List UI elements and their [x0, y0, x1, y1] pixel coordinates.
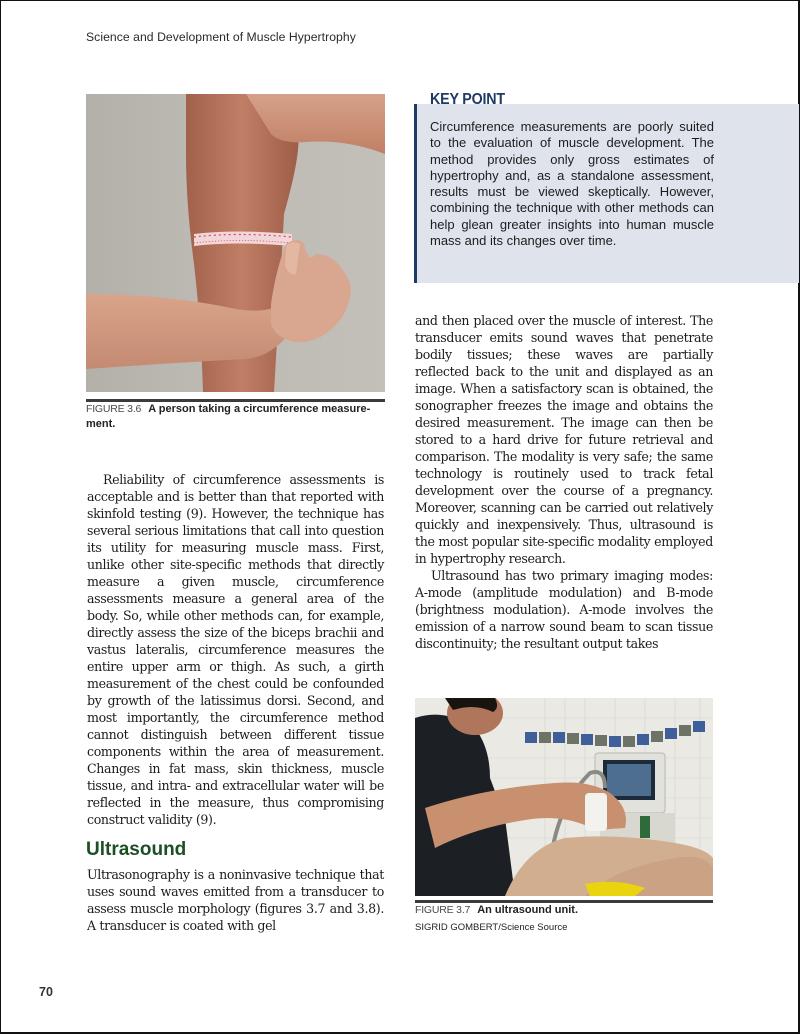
figure-3-6-label: FIGURE 3.6	[86, 403, 142, 415]
figure-3-7-caption	[415, 903, 715, 918]
left-column-body	[87, 471, 384, 828]
section-heading-ultrasound: Ultrasound	[86, 839, 187, 860]
paragraph-circumference-reliability: Reliability of circumference assessments is acceptable and is better than that reported with skinfold testing (9). However, the technique has several serious limitations that call into question its utility for measuring muscle mass. First, unlike other site-specific methods that directly measure a given muscle, circumference assessments measure a general area of the body. So, while other methods can, for example, directly assess the size of the biceps brachii and vastus lateralis, circumference measures the entire upper arm or thigh. As such, a girth measurement of the chest could be confounded by growth of the latissimus dorsi. Second, and most importantly, the circumference method cannot distinguish between different tissue components within the area of measurement. Changes in fat mass, skin thickness, muscle tissue, and intra- and extracellular water will be reflected in the measure, thus compromising construct validity (9).	[87, 472, 384, 827]
key-point-title: KEY POINT	[430, 91, 505, 108]
figure-3-6-caption-text: A person taking a circumference measure-ment.	[86, 403, 371, 430]
circumference-measurement-image	[86, 94, 385, 392]
figure-3-7-label: FIGURE 3.7	[415, 904, 471, 916]
left-column-ultrasound-body	[87, 866, 384, 934]
paragraph-imaging-modes: Ultrasound has two primary imaging modes: A-mode (amplitude modulation) and B-mode (brightness modulation). A-mode involves the emission of a narrow sound beam to scan tissue discontinuity; the resultant output takes	[415, 568, 713, 651]
paragraph-transducer: and then placed over the muscle of interest. The transducer emits sound waves that penetrate bodily tissues; these waves are partially reflected back to the unit and displayed as an image. When a satisfactory scan is obtained, the sonographer freezes the image and obtains the desired measurement. The image can then be stored to a hard drive for future retrieval and comparison. The modality is very safe; the same technology is routinely used to track fetal development over the course of a pregnancy. Moreover, scanning can be carried out relatively quickly and inexpensively. Thus, ultrasound is the most popular site-specific modality employed in hypertrophy research.	[415, 313, 713, 566]
page-number: 70	[39, 985, 53, 999]
ultrasound-unit-image	[415, 698, 713, 896]
figure-3-6-caption	[86, 402, 386, 431]
figure-3-7-photo	[415, 698, 713, 896]
figure-3-6-photo	[86, 94, 385, 392]
right-column-body	[415, 312, 713, 652]
figure-3-7-credit: SIGRID GOMBERT/Science Source	[415, 922, 568, 933]
figure-3-7-caption-text: An ultrasound unit.	[477, 904, 579, 916]
key-point-text: Circumference measurements are poorly suited to the evaluation of muscle development. The method provides only gross estimates of hypertrophy and, as a standalone assessment, results must be viewed skeptically. However, combining the technique with other methods can help glean greater insights into human muscle mass and its changes over time.	[430, 119, 714, 249]
running-head: Science and Development of Muscle Hypertrophy	[86, 30, 356, 44]
paragraph-ultrasonography-intro: Ultrasonography is a noninvasive technique that uses sound waves emitted from a transducer to assess muscle morphology (figures 3.7 and 3.8). A transducer is coated with gel	[87, 867, 384, 933]
